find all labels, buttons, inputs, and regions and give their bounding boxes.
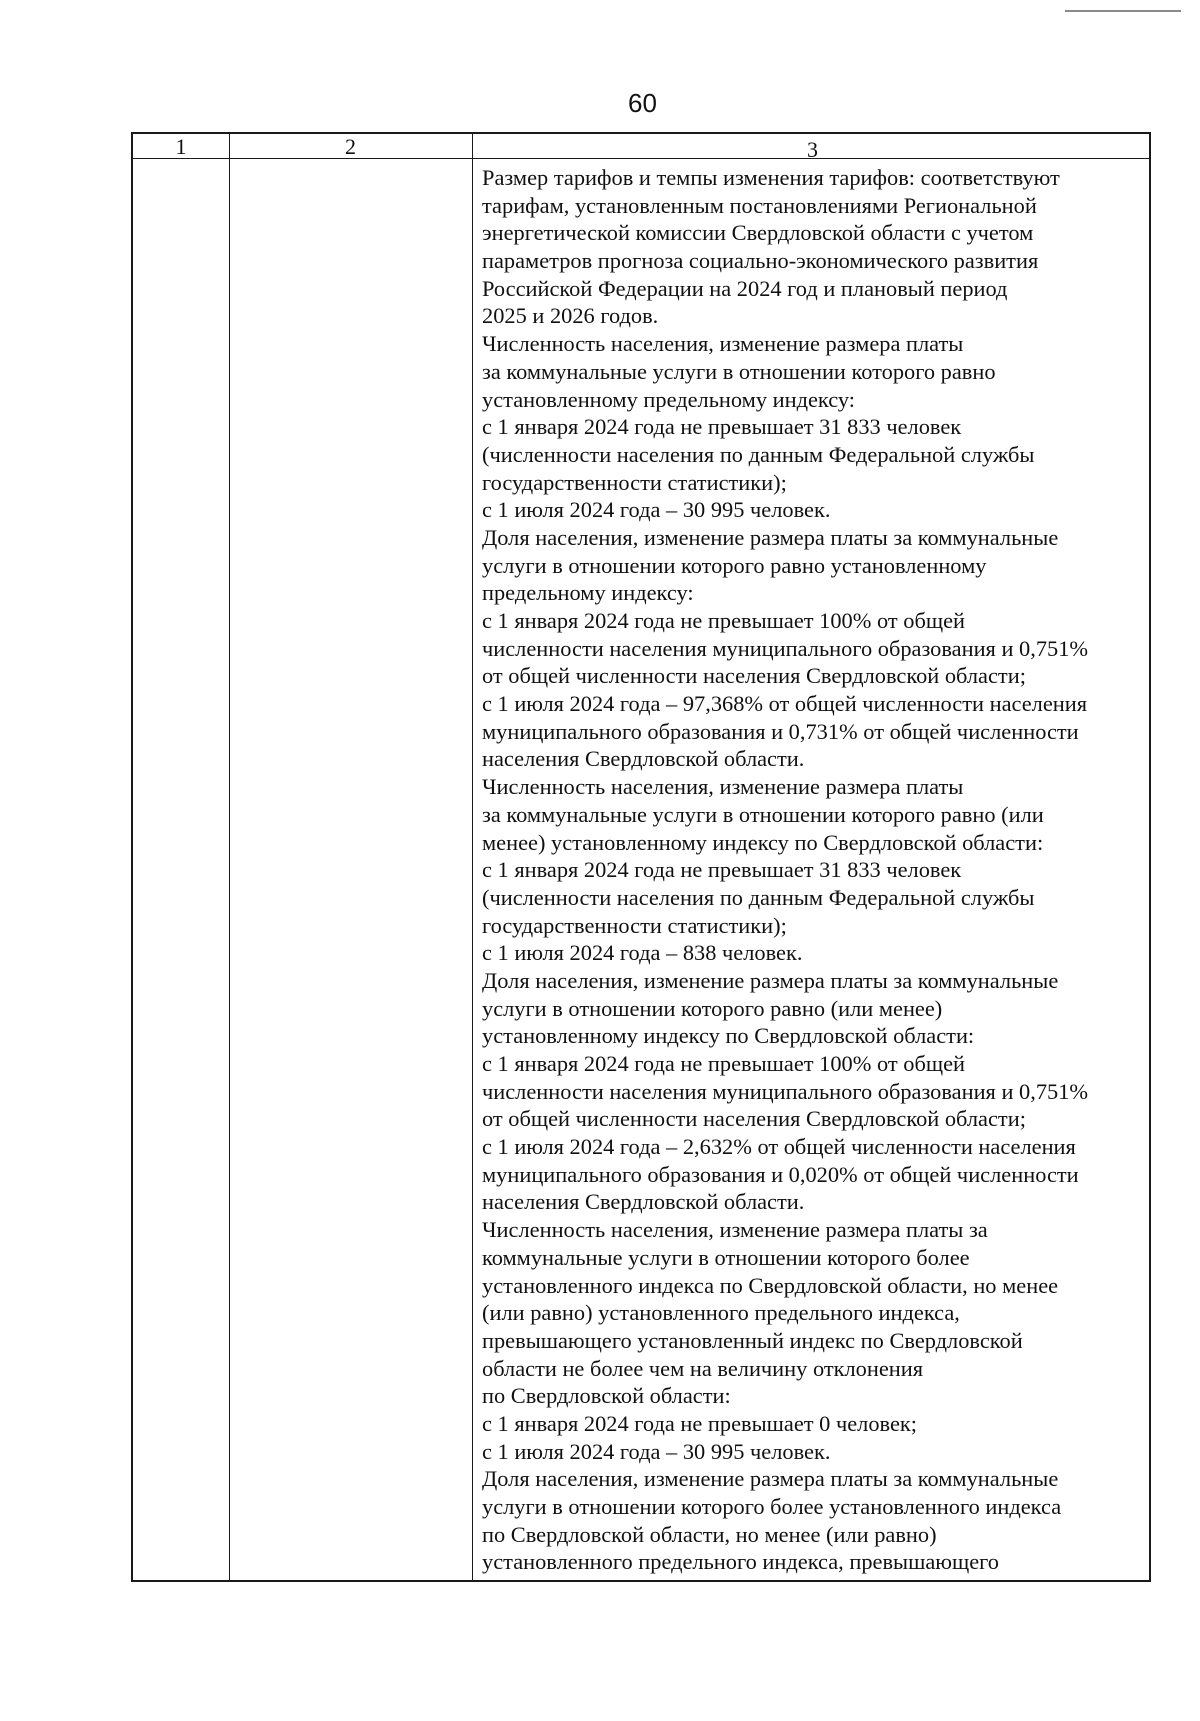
column-divider-2: [472, 134, 473, 1580]
column-divider-1: [229, 134, 230, 1580]
text-line: превышающего установленный индекс по Свердловской: [482, 1327, 1023, 1353]
text-line: численности населения муниципального образования и 0,751%: [482, 1078, 1089, 1104]
text-line: установленного индекса по Свердловской области, но менее: [482, 1272, 1059, 1298]
text-line: Доля населения, изменение размера платы за коммунальные: [482, 1466, 1059, 1492]
text-line: (или равно) установленного предельного индекса,: [482, 1300, 960, 1326]
text-line: области не более чем на величину отклонения: [482, 1355, 924, 1381]
column-3-content: [482, 164, 1154, 1576]
text-line: с 1 июля 2024 года – 97,368% от общей численности населения: [482, 691, 1088, 717]
text-line: Размер тарифов и темпы изменения тарифов: соответствуют: [482, 165, 1060, 190]
text-line: 2025 и 2026 годов.: [482, 303, 659, 329]
text-line: (численности населения по данным Федеральной службы: [482, 441, 1035, 467]
text-line: Доля населения, изменение размера платы за коммунальные: [482, 524, 1059, 550]
text-line: муниципального образования и 0,020% от общей численности: [482, 1161, 1079, 1187]
text-line: государственности статистики);: [482, 912, 787, 938]
text-line: Численность населения, изменение размера платы за: [482, 1217, 988, 1243]
page-number: 60: [628, 88, 657, 118]
text-line: с 1 января 2024 года не превышает 31 833 человек: [482, 414, 962, 440]
text-line: с 1 июля 2024 года – 2,632% от общей численности населения: [482, 1134, 1076, 1160]
text-line: установленному индексу по Свердловской области:: [482, 1023, 975, 1049]
text-line: установленному предельному индексу:: [482, 386, 856, 412]
text-line: за коммунальные услуги в отношении которого равно: [482, 358, 996, 384]
document-table: [131, 132, 1151, 1582]
text-line: с 1 января 2024 года не превышает 100% от общей: [482, 608, 966, 633]
text-line: параметров прогноза социально-экономического развития: [482, 248, 1039, 274]
text-line: государственности статистики);: [482, 469, 787, 495]
text-line: Доля населения, изменение размера платы за коммунальные: [482, 967, 1059, 993]
text-line: предельному индексу:: [482, 580, 694, 606]
scan-artifact-line: [1065, 10, 1181, 12]
column-header-1: 1: [175, 134, 187, 159]
text-line: тарифам, установленным постановлениями Региональной: [482, 192, 1037, 218]
text-line: населения Свердловской области.: [482, 1189, 805, 1215]
text-line: численности населения муниципального образования и 0,751%: [482, 635, 1089, 661]
column-header-2: 2: [345, 134, 356, 159]
text-line: Численность населения, изменение размера платы: [482, 774, 964, 800]
text-line: за коммунальные услуги в отношении которого равно (или: [482, 801, 1044, 827]
text-line: с 1 июля 2024 года – 30 995 человек.: [482, 497, 831, 523]
text-line: с 1 июля 2024 года – 30 995 человек.: [482, 1438, 831, 1464]
column-header-3: 3: [807, 137, 818, 162]
text-line: энергетической комиссии Свердловской области с учетом: [482, 220, 1034, 246]
text-line: населения Свердловской области.: [482, 746, 805, 772]
text-line: с 1 июля 2024 года – 838 человек.: [482, 940, 803, 966]
text-line: услуги в отношении которого равно (или менее): [482, 995, 943, 1021]
text-line: по Свердловской области, но менее (или равно): [482, 1521, 937, 1547]
text-line: (численности населения по данным Федеральной службы: [482, 884, 1035, 910]
text-line: с 1 января 2024 года не превышает 100% от общей: [482, 1051, 966, 1076]
text-line: от общей численности населения Свердловской области;: [482, 663, 1026, 689]
text-line: услуги в отношении которого более установленного индекса: [482, 1494, 1062, 1519]
text-line: с 1 января 2024 года не превышает 31 833 человек: [482, 857, 962, 883]
text-line: услуги в отношении которого равно установленному: [482, 552, 987, 578]
text-line: муниципального образования и 0,731% от общей численности: [482, 718, 1079, 744]
text-line: менее) установленному индексу по Свердловской области:: [482, 829, 1044, 855]
text-line: коммунальные услуги в отношении которого более: [482, 1244, 970, 1270]
text-line: установленного предельного индекса, превышающего: [482, 1549, 1000, 1575]
text-line: от общей численности населения Свердловской области;: [482, 1106, 1026, 1132]
text-line: Российской Федерации на 2024 год и плановый период: [482, 275, 1008, 301]
text-line: с 1 января 2024 года не превышает 0 человек;: [482, 1410, 917, 1436]
text-line: по Свердловской области:: [482, 1383, 731, 1409]
text-line: Численность населения, изменение размера платы: [482, 331, 964, 357]
